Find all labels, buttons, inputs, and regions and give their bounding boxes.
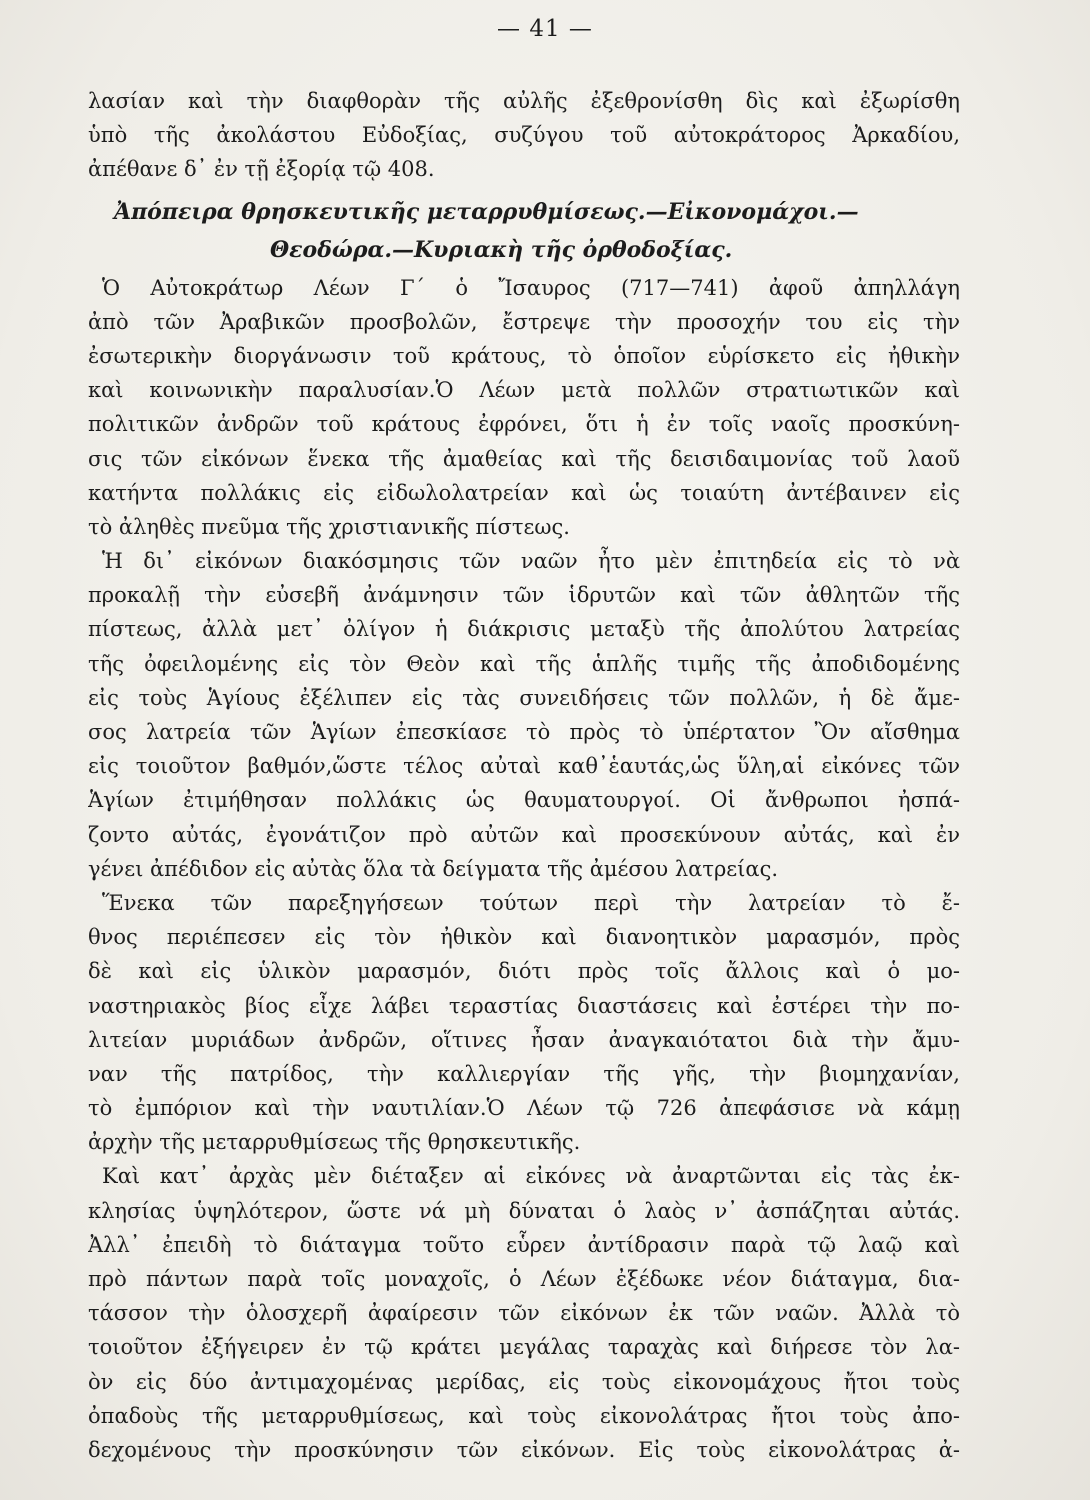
text-line: καὶ κοινωνικὴν παραλυσίαν.Ὁ Λέων μετὰ πολλῶν στρατιωτικῶν καὶ	[88, 378, 960, 403]
text-line: Ὁ Αὐτοκράτωρ Λέων Γ΄ ὁ Ἴσαυρος (717—741) ἀφοῦ ἀπηλλάγη	[102, 275, 960, 300]
text-block	[88, 84, 960, 1467]
text-line: σος λατρεία τῶν Ἁγίων ἐπεσκίασε τὸ πρὸς τὸ ὑπέρτατον Ὂν αἴσθημα	[88, 720, 960, 744]
text-line: Ἕνεκα τῶν παρεξηγήσεων τούτων περὶ τὴν λατρείαν τὸ ἔ-	[102, 890, 960, 915]
text-line: πολιτικῶν ἀνδρῶν τοῦ κράτους ἐφρόνει, ὅτι ἡ ἐν τοῖς ναοῖς προσκύνη-	[88, 412, 960, 437]
text-line: ναστηριακὸς βίος εἶχε λάβει τεραστίας διαστάσεις καὶ ἐστέρει τὴν πο-	[88, 993, 960, 1018]
text-line: ὑπὸ τῆς ἀκολάστου Εὐδοξίας, συζύγου τοῦ αὐτοκράτορος Ἀρκαδίου,	[88, 123, 960, 148]
text-line: Καὶ κατ᾽ ἀρχὰς μὲν διέταξεν αἱ εἰκόνες νὰ ἀναρτῶνται εἰς τὰς ἐκ-	[102, 1164, 960, 1189]
text-line: δὲ καὶ εἰς ὑλικὸν μαρασμόν, διότι πρὸς τοῖς ἄλλοις καὶ ὁ μο-	[88, 959, 960, 984]
text-line: ἐσωτερικὴν διοργάνωσιν τοῦ κράτους, τὸ ὁποῖον εὑρίσκετο εἰς ἠθικὴν	[88, 343, 960, 368]
text-line: Ἀλλ᾽ ἐπειδὴ τὸ διάταγμα τοῦτο εὗρεν ἀντίδρασιν παρὰ τῷ λαῷ καὶ	[88, 1232, 960, 1257]
text-line: τοιοῦτον ἐξήγειρεν ἐν τῷ κράτει μεγάλας ταραχὰς καὶ διήρεσε τὸν λα-	[88, 1335, 960, 1360]
text-line: προκαλῇ τὴν εὐσεβῆ ἀνάμνησιν τῶν ἱδρυτῶν καὶ τῶν ἀθλητῶν τῆς	[88, 583, 960, 608]
text-line: θνος περιέπεσεν εἰς τὸν ἠθικὸν καὶ διανοητικὸν μαρασμόν, πρὸς	[88, 925, 960, 950]
text-line: ἀπέθανε δ᾽ ἐν τῇ ἐξορίᾳ τῷ 408.	[88, 157, 435, 182]
text-line: ζοντο αὐτάς, ἐγονάτιζον πρὸ αὐτῶν καὶ προσεκύνουν αὐτάς, καὶ ἐν	[88, 822, 960, 847]
text-line: ὸν εἰς δύο ἀντιμαχομένας μερίδας, εἰς τοὺς εἰκονομάχους ἤτοι τοὺς	[88, 1369, 960, 1394]
text-line: πρὸ πάντων παρὰ τοῖς μοναχοῖς, ὁ Λέων ἐξέδωκε νέον διάταγμα, δια-	[88, 1267, 960, 1291]
text-line: τῆς ὀφειλομένης εἰς τὸν Θεὸν καὶ τῆς ἁπλῆς τιμῆς τῆς ἀποδιδομένης	[88, 651, 960, 676]
text-line: πίστεως, ἀλλὰ μετ᾽ ὀλίγον ἡ διάκρισις μεταξὺ τῆς ἀπολύτου λατρείας	[88, 617, 960, 642]
text-line: λιτείαν μυριάδων ἀνδρῶν, οἵτινες ἦσαν ἀναγκαιότατοι διὰ τὴν ἄμυ-	[88, 1027, 960, 1052]
text-line: κλησίας ὑψηλότερον, ὥστε νά μὴ δύναται ὁ λαὸς ν᾽ ἀσπάζηται αὐτάς.	[88, 1198, 960, 1223]
page-number: — 41 —	[497, 16, 593, 42]
text-line: εἰς τοιοῦτον βαθμόν,ὥστε τέλος αὐταὶ καθ᾽ἑαυτάς,ὡς ὕλη,αἱ εἰκόνες τῶν	[88, 754, 960, 779]
text-line: σις τῶν εἰκόνων ἕνεκα τῆς ἀμαθείας καὶ τῆς δεισιδαιμονίας τοῦ λαοῦ	[88, 446, 960, 471]
text-line: τὸ ἀληθὲς πνεῦμα τῆς χριστιανικῆς πίστεως.	[88, 514, 570, 539]
text-line: τάσσον τὴν ὁλοσχερῆ ἀφαίρεσιν τῶν εἰκόνων ἐκ τῶν ναῶν. Ἀλλὰ τὸ	[88, 1301, 960, 1326]
text-line: δεχομένους τὴν προσκύνησιν τῶν εἰκόνων. Εἰς τοὺς εἰκονολάτρας ἀ-	[88, 1437, 960, 1462]
text-line: ναν τῆς πατρίδος, τὴν καλλιεργίαν τῆς γῆς, τὴν βιομηχανίαν,	[88, 1061, 960, 1086]
text-line: ἀρχὴν τῆς μεταρρυθμίσεως τῆς θρησκευτικῆς.	[88, 1130, 581, 1155]
text-line: λασίαν καὶ τὴν διαφθορὰν τῆς αὐλῆς ἐξεθρονίσθη δὶς καὶ ἐξωρίσθη	[88, 89, 960, 113]
text-line: εἰς τοὺς Ἁγίους ἐξέλιπεν εἰς τὰς συνειδήσεις τῶν πολλῶν, ἡ δὲ ἄμε-	[88, 685, 960, 710]
text-line: ὀπαδοὺς τῆς μεταρρυθμίσεως, καὶ τοὺς εἰκονολάτρας ἤτοι τοὺς ἀπο-	[88, 1403, 960, 1428]
text-line: κατήντα πολλάκις εἰς εἰδωλολατρείαν καὶ ὡς τοιαύτη ἀντέβαινεν εἰς	[88, 480, 960, 505]
text-line: Ἡ δι᾽ εἰκόνων διακόσμησις τῶν ναῶν ἦτο μὲν ἐπιτηδεία εἰς τὸ νὰ	[102, 549, 960, 574]
text-line: ἀπὸ τῶν Ἀραβικῶν προσβολῶν, ἔστρεψε τὴν προσοχήν του εἰς τὴν	[88, 309, 960, 334]
section-heading-line-1: Ἀπόπειρα θρησκευτικῆς μεταρρυθμίσεως.—Εἰκονομάχοι.—	[114, 198, 859, 225]
section-heading-line-2: Θεοδώρα.—Κυριακὴ τῆς ὀρθοδοξίας.	[270, 236, 733, 263]
text-line: Ἁγίων ἐτιμήθησαν πολλάκις ὡς θαυματουργοί. Οἱ ἄνθρωποι ἠσπά-	[88, 788, 960, 813]
text-line: γένει ἀπέδιδον εἰς αὐτὰς ὅλα τὰ δείγματα τῆς ἀμέσου λατρείας.	[88, 856, 779, 881]
text-line: τὸ ἐμπόριον καὶ τὴν ναυτιλίαν.Ὁ Λέων τῷ 726 ἀπεφάσισε νὰ κάμῃ	[88, 1096, 960, 1121]
